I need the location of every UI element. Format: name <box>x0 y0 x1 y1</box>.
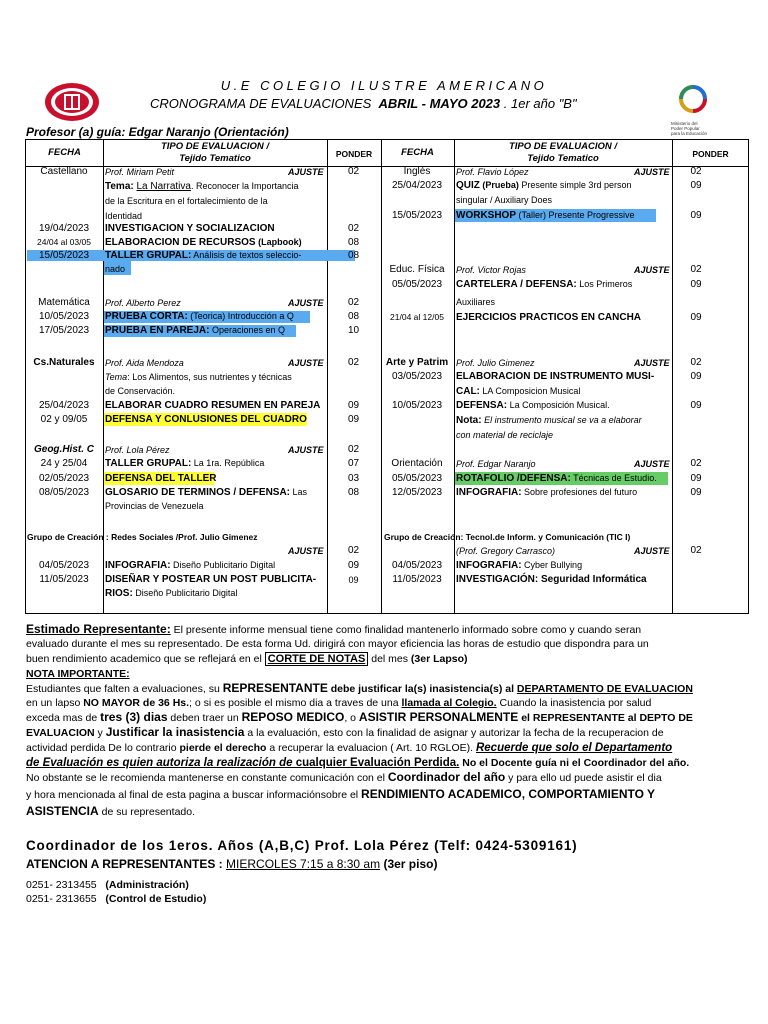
tema-naturales-line2: de Conservación. <box>105 386 176 396</box>
prof-fisica: Prof. Victor Rojas <box>456 265 526 275</box>
subject-geografia: Geog.Hist. C <box>33 444 94 455</box>
date-ori-2: 12/05/2023 <box>391 487 443 498</box>
nota-arte: Nota: El instrumento musical se va a elaborar <box>456 415 642 426</box>
desc-cast-2: ELABORACION DE RECURSOS (Lapbook) <box>105 237 302 248</box>
date-ing-2: 15/05/2023 <box>391 210 443 221</box>
header-fecha-left: FECHA <box>48 147 81 158</box>
desc-grp-l-1: INFOGRAFIA: Diseño Publicitario Digital <box>105 560 276 571</box>
atencion-line: ATENCION A REPRESENTANTES : MIERCOLES 7:15 a 8:30 am (3er piso) <box>26 857 438 871</box>
ajuste-orientacion: AJUSTE <box>634 459 670 469</box>
ponder-arte-1: 09 <box>690 371 702 382</box>
ajuste-matematica: AJUSTE <box>288 298 324 308</box>
schedule-period: ABRIL - MAYO 2023 <box>378 96 501 111</box>
header-ponder-left: PONDER <box>335 149 373 159</box>
ajuste-val-fisica: 02 <box>690 264 702 275</box>
ministry-logo-text: Ministerio del Poder Popular para la Educación <box>671 121 708 136</box>
desc-ing-1-line2: singular / Auxiliary Does <box>456 195 553 205</box>
ponder-geo-2: 03 <box>347 473 360 484</box>
ponder-arte-2: 09 <box>690 400 702 411</box>
subject-castellano: Castellano <box>40 166 88 177</box>
ponder-mat-1: 08 <box>347 311 360 322</box>
desc-fis-1: CARTELERA / DEFENSA: Los Primeros <box>456 279 633 290</box>
header-tipo-right: TIPO DE EVALUACION / Tejido Tematico <box>508 141 618 164</box>
ajuste-geografia: AJUSTE <box>288 445 324 455</box>
subject-orientacion: Orientación <box>391 458 443 469</box>
note-line-9: actividad perdida De lo contrario pierde el derecho a recuperar la evaluacion ( Art. 10 RGLOE). Recuerde que solo el Departamento <box>26 742 673 754</box>
ponder-geo-3: 08 <box>347 487 360 498</box>
desc-ing-1: QUIZ (Prueba) Presente simple 3rd person <box>456 180 632 191</box>
ponder-cast-3: 08 <box>347 250 360 261</box>
desc-ori-2: INFOGRAFIA: Sobre profesiones del futuro <box>456 487 638 498</box>
ajuste-ingles: AJUSTE <box>634 167 670 177</box>
ajuste-castellano: AJUSTE <box>288 167 324 177</box>
header-fecha-right: FECHA <box>401 147 434 158</box>
subject-matematica: Matemática <box>38 297 90 308</box>
desc-geo-3-line2: Provincias de Venezuela <box>105 501 204 511</box>
desc-geo-2: DEFENSA DEL TALLER <box>105 473 217 484</box>
ministry-ring-icon <box>663 84 723 116</box>
ponder-fis-2: 09 <box>690 312 702 323</box>
header-ponder-right: PONDER <box>692 149 729 159</box>
ponder-grp-l-2: 09 <box>348 575 359 585</box>
prof-ingles: Prof. Flavio López <box>456 167 529 177</box>
ponder-nat-1: 09 <box>347 400 360 411</box>
ajuste-val-geografia: 02 <box>347 444 360 455</box>
note-line-1: Estimado Representante: El presente informe mensual tiene como finalidad mantenerlo informado sobre como y cuando seran <box>26 622 642 636</box>
date-cast-1: 19/04/2023 <box>38 223 90 234</box>
note-line-5: Estudiantes que falten a evaluaciones, su REPRESENTANTE debe justificar la(s) inasistencia(s) al DEPARTAMENTO DE EVALUACION <box>26 681 693 695</box>
note-line-6: en un lapso NO MAYOR de 36 Hs.; o si es posible el mismo dia a traves de una llamada al Colegio. Cuando la inasistencia por salud <box>26 697 652 709</box>
ajuste-val-arte: 02 <box>690 357 702 368</box>
tema-naturales: Tema: Los Alimentos, sus nutrientes y técnicas <box>105 372 292 382</box>
desc-mat-1: PRUEBA CORTA: (Teorica) Introducción a Q <box>105 311 294 322</box>
ajuste-val-matematica: 02 <box>347 297 360 308</box>
school-title: U.E COLEGIO ILUSTRE AMERICANO <box>220 78 548 93</box>
profesor-guia: Profesor (a) guía: Edgar Naranjo (Orientación) <box>26 125 289 139</box>
date-nat-2: 02 y 09/05 <box>40 414 88 425</box>
date-geo-3: 08/05/2023 <box>38 487 90 498</box>
prof-matematica: Prof. Alberto Perez <box>105 298 181 308</box>
date-geo-1: 24 y 25/04 <box>40 458 88 469</box>
ministry-logo <box>663 84 723 134</box>
ajuste-val-castellano: 02 <box>347 166 360 177</box>
desc-grp-r-2: INVESTIGACIÓN: Seguridad Informática <box>456 574 647 585</box>
note-line-7: exceda mas de tres (3) dias deben traer un REPOSO MEDICO, o ASISTIR PERSONALMENTE el REPRESENTANTE al DEPTO DE <box>26 710 693 724</box>
prof-orientacion: Prof. Edgar Naranjo <box>456 459 536 469</box>
grupo-right-title: Grupo de Creación: Tecnol.de Inform. y Comunicación (TIC I) <box>384 532 631 542</box>
desc-geo-3: GLOSARIO DE TERMINOS / DEFENSA: Las <box>105 487 308 498</box>
date-geo-2: 02/05/2023 <box>38 473 90 484</box>
ponder-cast-2: 08 <box>347 237 360 248</box>
header-tipo-left: TIPO DE EVALUACION / Tejido Tematico <box>160 141 270 164</box>
prof-geografia: Prof. Lola Pérez <box>105 445 170 455</box>
prof-castellano: Prof. Miriam Petit <box>105 167 175 177</box>
date-grp-l-1: 04/05/2023 <box>38 560 90 571</box>
ajuste-val-orientacion: 02 <box>690 458 702 469</box>
nota-importante: NOTA IMPORTANTE: <box>26 668 130 680</box>
ajuste-val-grupo-left: 02 <box>347 545 360 556</box>
subject-naturales: Cs.Naturales <box>33 357 95 368</box>
desc-ing-2: WORKSHOP (Taller) Presente Progressive <box>456 210 635 221</box>
desc-cast-3-line2: nado <box>105 264 126 274</box>
tel-admin: 0251- 2313455 (Administración) <box>26 879 189 891</box>
ponder-ing-1: 09 <box>690 180 702 191</box>
desc-arte-2: DEFENSA: La Composición Musical. <box>456 400 610 411</box>
date-fis-1: 05/05/2023 <box>391 279 443 290</box>
date-ing-1: 25/04/2023 <box>391 180 443 191</box>
ponder-grp-l-1: 09 <box>347 560 360 571</box>
note-line-2: evaluado durante el mes su representado. De esta forma Ud. dirigirá con mayor eficiencia las horas de estudio que dispondra para un <box>26 638 649 650</box>
ajuste-fisica: AJUSTE <box>634 265 670 275</box>
date-ori-1: 05/05/2023 <box>391 473 443 484</box>
ponder-cast-1: 02 <box>347 223 360 234</box>
tema-castellano-line3: Identidad <box>105 211 143 221</box>
date-cast-2: 24/04 al 03/05 <box>37 237 91 247</box>
date-cast-3: 15/05/2023 <box>38 250 90 261</box>
date-mat-2: 17/05/2023 <box>38 325 90 336</box>
desc-ori-1: ROTAFOLIO /DEFENSA: Técnicas de Estudio. <box>456 473 657 484</box>
note-line-10: de Evaluación es quien autoriza la realización de cualquier Evaluación Perdida. No el Docente guía ni el Coordinador del año. <box>26 757 690 769</box>
note-line-3: buen rendimiento academico que se reflejará en el CORTE DE NOTAS del mes (3er Lapso) <box>26 653 468 665</box>
schedule-subtitle: CRONOGRAMA DE EVALUACIONES ABRIL - MAYO 2023 . 1er año "B" <box>150 96 577 111</box>
desc-fis-2: EJERCICIOS PRACTICOS EN CANCHA <box>456 312 642 323</box>
date-grp-r-2: 11/05/2023 <box>392 574 442 585</box>
prof-grupo-right: (Prof. Gregory Carrasco) <box>456 546 556 556</box>
note-line-8: EVALUACION y Justificar la inasistencia a la evaluación, esto con la finalidad de asignar y autorizar la fecha de la recuperacion de <box>26 725 664 739</box>
ajuste-val-grupo-right: 02 <box>690 545 702 556</box>
note-line-12: y hora mencionada al final de esta pagina a buscar informaciónsobre el RENDIMIENTO ACADEMICO, COMPORTAMIENTO Y <box>26 787 656 801</box>
ponder-ori-2: 09 <box>690 487 702 498</box>
desc-grp-l-2-line2: RIOS: Diseño Publicitario Digital <box>105 588 238 599</box>
desc-nat-2: DEFENSA Y CONLUSIONES DEL CUADRO <box>105 414 307 425</box>
desc-grp-l-2: DISEÑAR Y POSTEAR UN POST PUBLICITA- <box>105 574 317 585</box>
note-line-13: ASISTENCIA de su representado. <box>26 804 196 818</box>
desc-arte-1-line2: CAL: LA Composicion Musical <box>456 386 581 397</box>
corte-de-notas: CORTE DE NOTAS <box>265 652 369 666</box>
ajuste-val-ingles: 02 <box>690 166 702 177</box>
prof-arte: Prof. Julio Gimenez <box>456 358 535 368</box>
ponder-fis-1: 09 <box>690 279 702 290</box>
ponder-nat-2: 09 <box>347 414 360 425</box>
ajuste-val-naturales: 02 <box>347 357 360 368</box>
ponder-geo-1: 07 <box>347 458 360 469</box>
date-grp-l-2: 11/05/2023 <box>39 574 89 585</box>
date-arte-1: 03/05/2023 <box>391 371 443 382</box>
nota-arte-line2: con material de reciclaje <box>456 430 554 440</box>
desc-grp-r-1: INFOGRAFIA: Cyber Bullying <box>456 560 583 571</box>
ajuste-naturales: AJUSTE <box>288 358 324 368</box>
date-arte-2: 10/05/2023 <box>391 400 443 411</box>
date-nat-1: 25/04/2023 <box>38 400 90 411</box>
subject-arte: Arte y Patrim <box>385 357 449 368</box>
ponder-ori-1: 09 <box>690 473 702 484</box>
coordinador-line: Coordinador de los 1eros. Años (A,B,C) Prof. Lola Pérez (Telf: 0424-5309161) <box>26 838 578 853</box>
grupo-left-title: Grupo de Creación : Redes Sociales /Prof. Julio Gimenez <box>27 532 258 542</box>
date-grp-r-1: 04/05/2023 <box>391 560 443 571</box>
desc-mat-2: PRUEBA EN PAREJA: Operaciones en Q <box>105 325 286 336</box>
note-line-11: No obstante se le recomienda mantenerse en constante comunicación con el Coordinador del año y para ello ud puede asistir el dia <box>26 770 662 784</box>
ajuste-grupo-left: AJUSTE <box>288 546 324 556</box>
desc-nat-1: ELABORAR CUADRO RESUMEN EN PAREJA <box>105 400 321 411</box>
tel-control: 0251- 2313655 (Control de Estudio) <box>26 893 207 905</box>
subject-fisica: Educ. Física <box>389 264 445 275</box>
date-mat-1: 10/05/2023 <box>38 311 90 322</box>
ponder-mat-2: 10 <box>347 325 360 336</box>
date-fis-2: 21/04 al 12/05 <box>390 312 444 322</box>
desc-fis-1-line2: Auxiliares <box>456 297 496 307</box>
desc-cast-1: INVESTIGACION Y SOCIALIZACION <box>105 223 275 234</box>
subject-ingles: Inglés <box>403 166 431 177</box>
desc-geo-1: TALLER GRUPAL: La 1ra. República <box>105 458 265 469</box>
prof-naturales: Prof. Aida Mendoza <box>105 358 184 368</box>
ponder-ing-2: 09 <box>690 210 702 221</box>
ajuste-arte: AJUSTE <box>634 358 670 368</box>
tema-castellano-line2: de la Escritura en el fortalecimiento de la <box>105 196 268 206</box>
tema-castellano: Tema: La Narrativa. Reconocer la Importancia <box>105 181 299 192</box>
ajuste-grupo-right: AJUSTE <box>634 546 670 556</box>
desc-cast-3: TALLER GRUPAL: Análisis de textos seleccio- <box>105 250 302 261</box>
desc-arte-1: ELABORACION DE INSTRUMENTO MUSI- <box>456 371 655 382</box>
